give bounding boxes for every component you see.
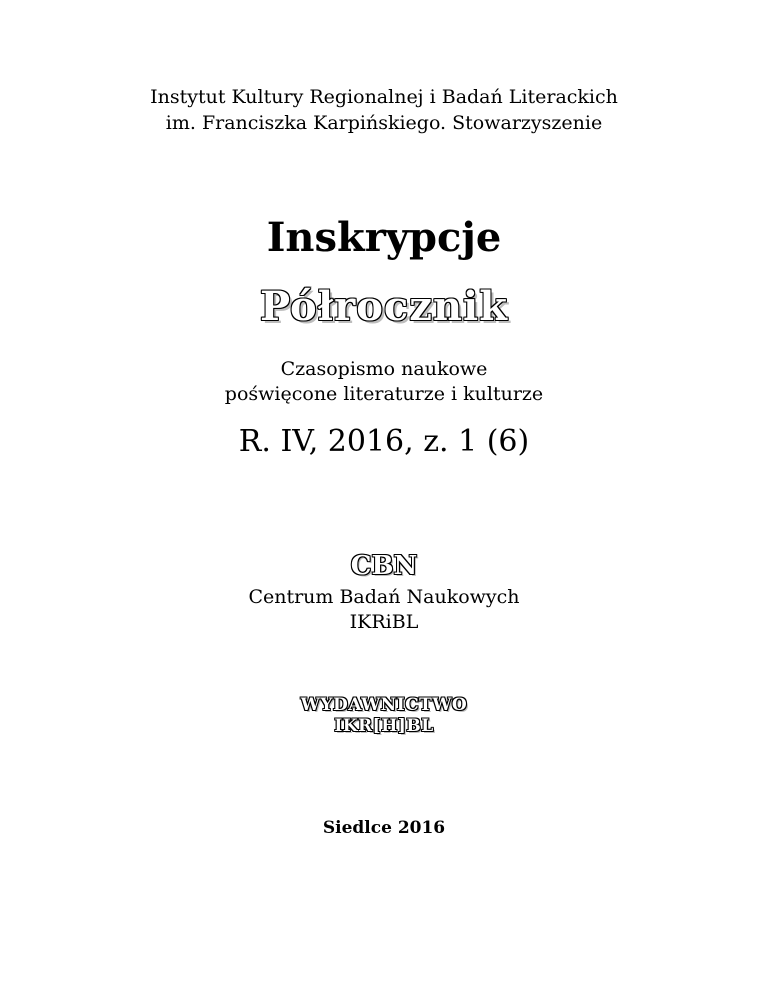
cbn-logo: CBN <box>350 551 418 581</box>
institute-name-line2: im. Franciszka Karpińskiego. Stowarzyszenie <box>165 112 603 134</box>
journal-frequency: Półrocznik <box>260 283 508 330</box>
issue-number: R. IV, 2016, z. 1 (6) <box>238 424 530 459</box>
journal-description-line2: poświęcone literaturze i kulturze <box>224 383 544 405</box>
place-and-year: Siedlce 2016 <box>322 818 446 838</box>
research-centre-line2: IKRiBL <box>349 611 419 633</box>
journal-description <box>0 357 768 407</box>
institute-name-line1: Instytut Kultury Regionalnej i Badań Literackich <box>150 86 618 108</box>
institute-name <box>0 84 768 136</box>
journal-description-line1: Czasopismo naukowe <box>280 358 488 380</box>
research-centre-line1: Centrum Badań Naukowych <box>248 586 520 608</box>
publisher-logo <box>0 695 768 737</box>
publisher-logo-line1: WYDAWNICTWO <box>300 695 468 715</box>
journal-title: Inskrypcje <box>266 214 502 261</box>
publisher-logo-line2: IKR[H]BL <box>334 716 434 736</box>
research-centre-name <box>0 585 768 635</box>
